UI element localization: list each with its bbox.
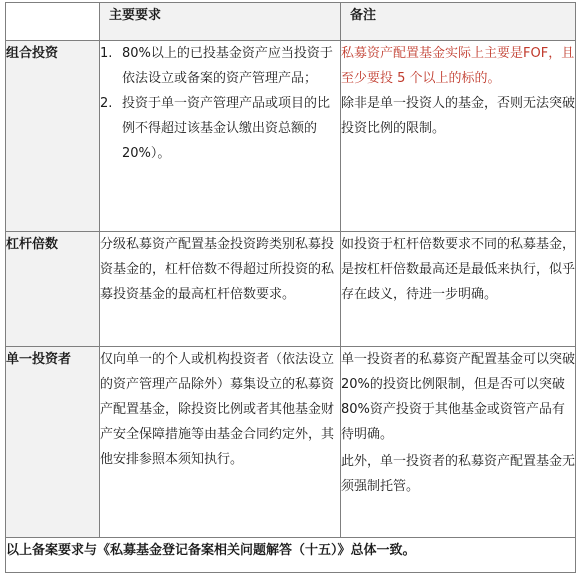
- header-notes: 备注: [341, 3, 576, 41]
- table-row-leverage: [6, 232, 576, 347]
- single-investor-requirements: 仅向单一的个人或机构投资者（依法设立的资产管理产品除外）募集设立的私募资产配置基金，除投资比例或者其他基金财产安全保障措施等由基金合同约定外，其他安排参照本须知执行。: [100, 347, 341, 538]
- requirement-item-1: [100, 41, 340, 91]
- portfolio-requirements: [100, 41, 341, 232]
- single-investor-note-2: 此外，单一投资者的私募资产配置基金无须强制托管。: [341, 454, 576, 494]
- header-main-requirements: 主要要求: [100, 3, 341, 41]
- table-row-portfolio: [6, 41, 576, 232]
- portfolio-note-text: 除非是单一投资人的基金，否则无法突破投资比例的限制。: [341, 96, 576, 136]
- header-corner-cell: [6, 3, 100, 41]
- row-label-portfolio: 组合投资: [6, 41, 100, 232]
- table-footer-row: [6, 538, 576, 573]
- leverage-notes: 如投资于杠杆倍数要求不同的私募基金，是按杠杆倍数最高还是最低来执行，似乎存在歧义，待进一步明确。: [341, 232, 576, 347]
- item-number: 2.: [100, 96, 113, 111]
- row-label-single-investor: 单一投资者: [6, 347, 100, 538]
- leverage-requirements: 分级私募资产配置基金投资跨类别私募投资基金的，杠杆倍数不得超过所投资的私募投资基金的最高杠杆倍数要求。: [100, 232, 341, 347]
- requirements-table: [5, 2, 576, 573]
- item-number: 1.: [100, 46, 113, 61]
- item-text: 80%以上的已投基金资产应当投资于依法设立或备案的资产管理产品；: [122, 46, 333, 86]
- portfolio-note-highlight: 私募资产配置基金实际上主要是FOF，且至少要投 5 个以上的标的。: [341, 46, 575, 86]
- requirement-item-2: [100, 91, 340, 166]
- item-text: 投资于单一资产管理产品或项目的比例不得超过该基金认缴出资总额的 20%）。: [122, 96, 331, 161]
- single-investor-notes: [341, 347, 576, 538]
- single-investor-note-1: 单一投资者的私募资产配置基金可以突破 20%的投资比例限制，但是否可以突破 80%资产投资于其他基金或资管产品有待明确。: [341, 352, 576, 442]
- table-header-row: [6, 3, 576, 41]
- footer-summary: 以上备案要求与《私募基金登记备案相关问题解答（十五）》总体一致。: [6, 538, 576, 573]
- table-row-single-investor: [6, 347, 576, 538]
- row-label-leverage: 杠杆倍数: [6, 232, 100, 347]
- portfolio-notes: [341, 41, 576, 232]
